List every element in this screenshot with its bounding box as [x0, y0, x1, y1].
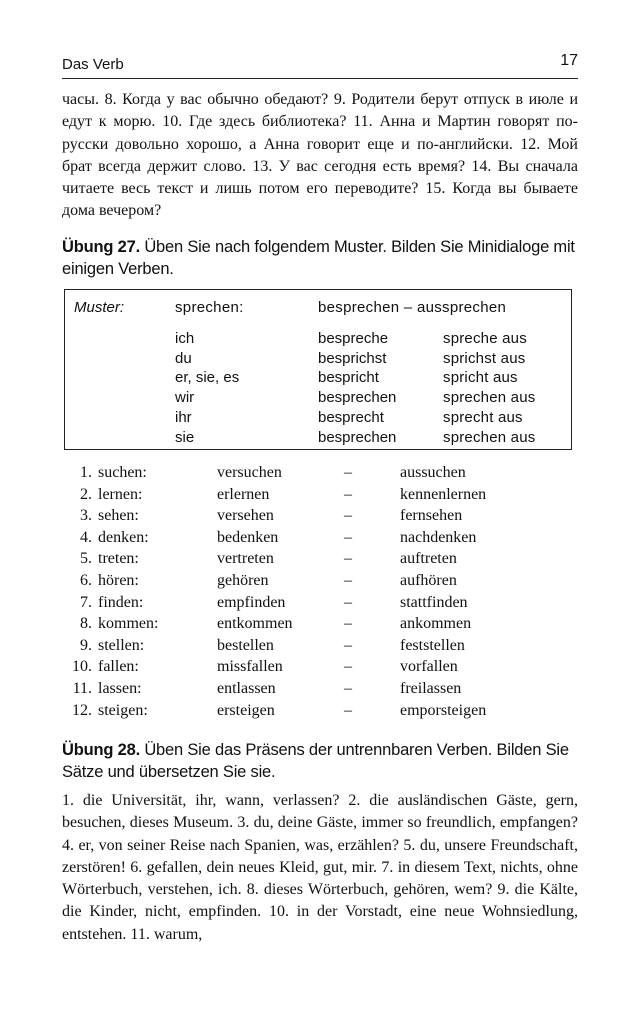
- verb-row: [62, 486, 578, 508]
- verb-dash: –: [344, 528, 352, 546]
- muster-form-separable: sprechen aus: [443, 389, 536, 407]
- page-number: 17: [560, 52, 578, 69]
- exercise-27-label: Übung 27.: [62, 238, 140, 256]
- verb-dash: –: [344, 701, 352, 719]
- verb-row: [62, 637, 578, 659]
- verb-separable: aufhören: [400, 571, 457, 589]
- verb-number: 1.: [80, 464, 92, 481]
- verb-separable: auftreten: [400, 550, 457, 568]
- verb-dash: –: [344, 550, 352, 568]
- verb-base: sehen:: [98, 507, 139, 525]
- verb-row: [62, 594, 578, 616]
- verb-dash: –: [344, 615, 352, 633]
- verb-separable: ankommen: [400, 615, 472, 633]
- verb-inseparable: vertreten: [217, 550, 274, 568]
- verb-inseparable: versuchen: [217, 464, 282, 481]
- running-header: [62, 52, 578, 80]
- verb-inseparable: erlernen: [217, 485, 270, 503]
- verb-number: 10.: [72, 658, 92, 676]
- muster-row: [65, 429, 571, 449]
- muster-form-inseparable: besprichst: [318, 349, 387, 367]
- verb-row: [62, 529, 578, 551]
- verb-base: lernen:: [98, 485, 143, 503]
- verb-inseparable: missfallen: [217, 658, 283, 676]
- muster-box: [64, 289, 572, 450]
- verb-row: [62, 550, 578, 572]
- verb-number: 7.: [80, 593, 92, 611]
- verb-inseparable: versehen: [217, 507, 274, 525]
- verb-number: 9.: [80, 636, 92, 654]
- exercise-27-heading: [62, 236, 578, 280]
- verb-base: steigen:: [98, 701, 148, 719]
- verb-separable: vorfallen: [400, 658, 458, 676]
- muster-form-separable: sprecht aus: [443, 408, 523, 426]
- verb-base: treten:: [98, 550, 139, 568]
- verb-separable: aussuchen: [400, 464, 466, 481]
- verb-separable: freilassen: [400, 679, 462, 697]
- verb-base: fallen:: [98, 658, 139, 676]
- verb-separable: feststellen: [400, 636, 465, 654]
- verb-row: [62, 615, 578, 637]
- muster-row: [65, 330, 571, 350]
- muster-pronoun: wir: [175, 389, 195, 407]
- verb-row: [62, 507, 578, 529]
- verb-dash: –: [344, 658, 352, 676]
- verb-separable: fernsehen: [400, 507, 463, 525]
- verb-row: [62, 702, 578, 724]
- muster-form-inseparable: besprecht: [318, 408, 384, 426]
- muster-form-separable: spreche aus: [443, 330, 527, 347]
- muster-form-separable: spricht aus: [443, 369, 518, 387]
- verb-dash: –: [344, 571, 352, 589]
- verb-inseparable: entkommen: [217, 615, 293, 633]
- verb-base: finden:: [98, 593, 144, 611]
- verb-inseparable: empfinden: [217, 593, 286, 611]
- verb-row: [62, 572, 578, 594]
- verb-separable: nachdenken: [400, 528, 477, 546]
- verb-number: 4.: [80, 528, 92, 546]
- muster-row: [65, 409, 571, 429]
- verb-inseparable: entlassen: [217, 679, 276, 697]
- muster-label: Muster:: [74, 299, 125, 316]
- exercise-28-heading: [62, 739, 578, 783]
- verb-row: [62, 464, 578, 486]
- muster-form-inseparable: besprechen: [318, 389, 397, 407]
- verb-base: lassen:: [98, 679, 142, 697]
- verb-base: denken:: [98, 528, 149, 546]
- verb-row: [62, 680, 578, 702]
- verb-number: 8.: [80, 615, 92, 633]
- header-rule: [62, 78, 578, 79]
- verb-number: 5.: [80, 550, 92, 568]
- verb-number: 12.: [72, 701, 92, 719]
- verb-base: hören:: [98, 571, 139, 589]
- muster-head-verb: sprechen:: [175, 299, 244, 316]
- verb-inseparable: ersteigen: [217, 701, 275, 719]
- muster-pronoun: er, sie, es: [175, 369, 240, 387]
- muster-pronoun: sie: [175, 428, 195, 446]
- exercise-27-instruction: Üben Sie nach folgendem Muster. Bilden Sie Minidialoge mit einigen Verben.: [62, 238, 575, 278]
- muster-form-inseparable: bespricht: [318, 369, 379, 387]
- exercise-28-label: Übung 28.: [62, 741, 140, 759]
- verb-dash: –: [344, 636, 352, 654]
- verb-dash: –: [344, 679, 352, 697]
- muster-head-pair: besprechen – aussprechen: [318, 299, 507, 316]
- muster-row: [65, 369, 571, 389]
- exercise-28-instruction: Üben Sie das Präsens der untrennbaren Verben. Bilden Sie Sätze und übersetzen Sie sie.: [62, 741, 569, 781]
- verb-dash: –: [344, 464, 352, 481]
- muster-form-inseparable: besprechen: [318, 428, 397, 446]
- muster-form-separable: sprichst aus: [443, 349, 526, 367]
- verb-number: 6.: [80, 571, 92, 589]
- verb-dash: –: [344, 593, 352, 611]
- muster-row: [65, 350, 571, 370]
- verb-inseparable: bestellen: [217, 636, 274, 654]
- verb-number: 3.: [80, 507, 92, 525]
- muster-pronoun: ich: [175, 330, 195, 347]
- verb-separable: emporsteigen: [400, 701, 487, 719]
- muster-pronoun: ihr: [175, 408, 192, 426]
- verb-base: kommen:: [98, 615, 159, 633]
- verb-separable: stattfinden: [400, 593, 468, 611]
- verb-separable: kennenlernen: [400, 485, 487, 503]
- verb-dash: –: [344, 507, 352, 525]
- muster-form-inseparable: bespreche: [318, 330, 389, 347]
- russian-sentences-paragraph: часы. 8. Когда у вас обычно обедают? 9. Родители берут отпуск в июле и едут к морю. 10. Где здесь библиотека? 11. Анна и Мартин говорят по-русски довольно хорошо, а Анна говорит еще и по-английски. 12. Мой брат всегда держит слово. 13. У вас сегодня есть время? 14. Вы сначала читаете весь текст и лишь потом его переводите? 15. Когда вы бываете дома вечером?: [62, 91, 578, 220]
- german-sentences-paragraph: 1. die Universität, ihr, wann, verlassen? 2. die ausländischen Gäste, gern, besuchen, dieses Museum. 3. du, deine Gäste, immer so freundlich, empfangen? 4. er, von seiner Reise nach Spanien, was, erzählen? 5. du, unsere Freundschaft, zerstören! 6. gefallen, dein neues Kleid, gut, mir. 7. in diesem Text, nichts, ohne Wörterbuch, verstehen, ich. 8. dieses Wörterbuch, gehören, wem? 9. die Kälte, die Kinder, nicht, empfinden. 10. in der Vorstadt, eine neue Wohnsiedlung, entstehen. 11. warum,: [62, 792, 578, 943]
- verb-row: [62, 658, 578, 680]
- verb-base: stellen:: [98, 636, 145, 654]
- verb-number: 2.: [80, 485, 92, 503]
- verb-inseparable: bedenken: [217, 528, 279, 546]
- verb-inseparable: gehören: [217, 571, 269, 589]
- muster-pronoun: du: [175, 349, 192, 367]
- muster-row: [65, 389, 571, 409]
- verb-base: suchen:: [98, 464, 147, 481]
- verb-number: 11.: [72, 679, 92, 697]
- muster-form-separable: sprechen aus: [443, 428, 536, 446]
- verb-dash: –: [344, 485, 352, 503]
- chapter-title: Das Verb: [62, 56, 124, 73]
- verb-list: [62, 464, 578, 723]
